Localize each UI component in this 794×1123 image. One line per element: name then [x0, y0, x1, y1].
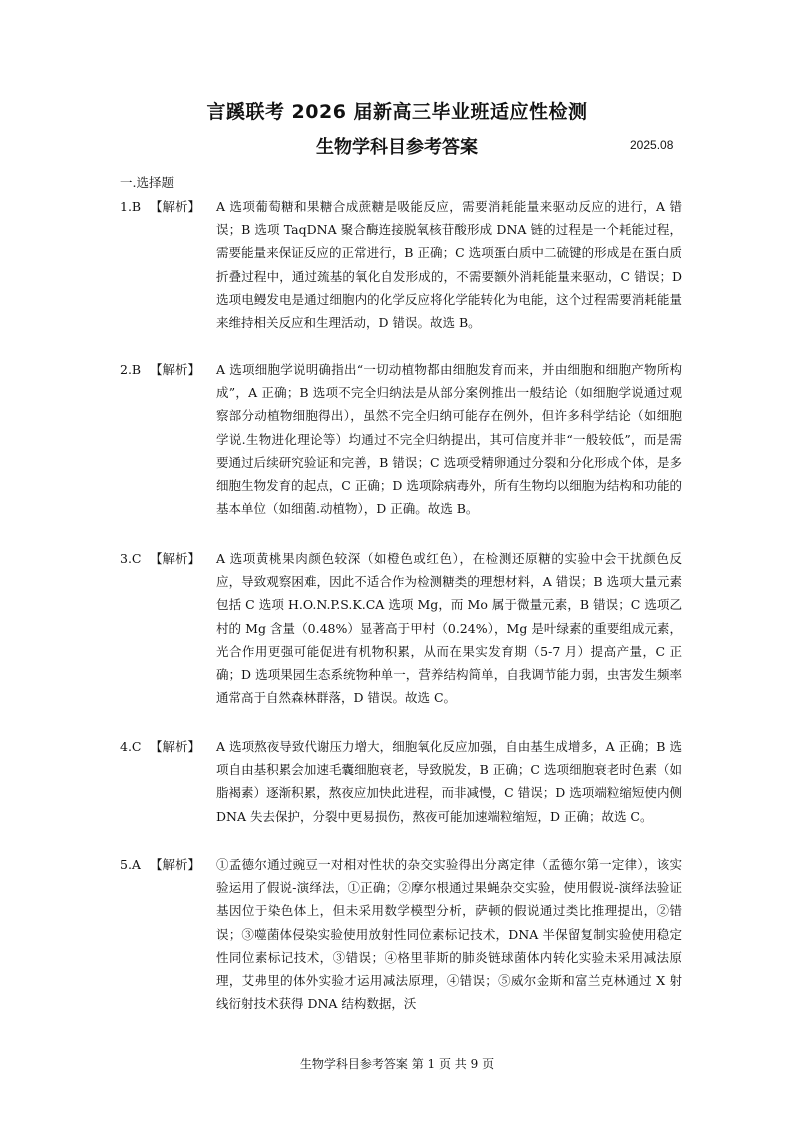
question-analysis: A 选项葡萄糖和果糖合成蔗糖是吸能反应，需要消耗能量来驱动反应的进行，A 错误；B 选项 TaqDNA 聚合酶连接脱氧核苷酸形成 DNA 链的过程是一个耗能过程，需要能量来保证反应的正常进行，B 正确；C 选项蛋白质中二硫键的形成是在蛋白质折叠过程中，通过巯基的氧化自发形成的，不需要额外消耗能量来驱动，C 错误；D 选项电鳗发电是通过细胞内的化学反应将化学能转化为电能，这个过程需要消耗能量来维持相关反应和生理活动，D 错误。故选 B。 — [216, 199, 682, 331]
section-heading: 一.选择题 — [120, 175, 174, 190]
question-4 — [120, 735, 682, 828]
analysis-tag: 【解析】 — [150, 739, 201, 754]
analysis-tag: 【解析】 — [150, 857, 201, 872]
question-number: 3.C — [120, 551, 142, 566]
question-number: 1.B — [120, 199, 142, 214]
analysis-tag: 【解析】 — [150, 362, 201, 377]
question-analysis: A 选项细胞学说明确指出“一切动植物都由细胞发育而来，并由细胞和细胞产物所构成”，A 正确；B 选项不完全归纳法是从部分案例推出一般结论（如细胞学说通过观察部分动植物细胞得出），虽然不完全归纳可能存在例外，但许多科学结论（如细胞学说.生物进化理论等）均通过不完全归纳提出，其可信度并非“一般较低”，而是需要通过后续研究验证和完善，B 错误；C 选项受精卵通过分裂和分化形成个体，是多细胞生物发育的起点，C 正确；D 选项除病毒外，所有生物均以细胞为结构和功能的基本单位（如细菌.动植物），D 正确。故选 B。 — [216, 362, 682, 517]
document-subtitle: 生物学科目参考答案 — [316, 137, 478, 158]
document-date: 2025.08 — [630, 138, 674, 152]
question-number: 5.A — [120, 857, 141, 872]
question-3 — [120, 547, 682, 709]
question-2 — [120, 358, 682, 520]
question-1 — [120, 195, 682, 334]
analysis-tag: 【解析】 — [150, 551, 201, 566]
analysis-tag: 【解析】 — [150, 199, 201, 214]
question-number: 4.C — [120, 739, 142, 754]
question-5 — [120, 853, 682, 1015]
question-analysis: A 选项黄桃果肉颜色较深（如橙色或红色），在检测还原糖的实验中会干扰颜色反应，导致观察困难，因此不适合作为检测糖类的理想材料，A 错误；B 选项大量元素包括 C 选项 H.O.N.P.S.K.CA 选项 Mg，而 Mo 属于微量元素，B 错误；C 选项乙村的 Mg 含量（0.48%）显著高于甲村（0.24%），Mg 是叶绿素的重要组成元素，光合作用更强可能促进有机物积累，从而在果实发育期（5-7 月）提高产量，C 正确；D 选项果园生态系统物种单一，营养结构简单，自我调节能力弱，虫害发生频率通常高于自然森林群落，D 错误。故选 C。 — [216, 551, 682, 706]
question-analysis: ①孟德尔通过豌豆一对相对性状的杂交实验得出分离定律（孟德尔第一定律），该实验运用了假说-演绎法，①正确；②摩尔根通过果蝇杂交实验，使用假说-演绎法验证基因位于染色体上，但未采用数学模型分析，萨顿的假说通过类比推理提出，②错误；③噬菌体侵染实验使用放射性同位素标记技术，DNA 半保留复制实验使用稳定性同位素标记技术，③错误；④格里菲斯的肺炎链球菌体内转化实验未采用减法原理，艾弗里的体外实验才运用减法原理，④错误；⑤威尔金斯和富兰克林通过 X 射线衍射技术获得 DNA 结构数据，沃 — [216, 857, 682, 1012]
page-footer: 生物学科目参考答案 第 1 页 共 9 页 — [299, 1057, 495, 1071]
document-title: 言蹊联考 2026 届新高三毕业班适应性检测 — [206, 101, 588, 123]
question-analysis: A 选项熬夜导致代谢压力增大，细胞氧化反应加强，自由基生成增多，A 正确；B 选项自由基积累会加速毛囊细胞衰老，导致脱发，B 正确；C 选项细胞衰老时色素（如脂褐素）逐渐积累，熬夜应加快此进程，而非减慢，C 错误；D 选项端粒缩短使内侧 DNA 失去保护，分裂中更易损伤，熬夜可能加速端粒缩短，D 正确；故选 C。 — [216, 739, 682, 824]
question-number: 2.B — [120, 362, 142, 377]
